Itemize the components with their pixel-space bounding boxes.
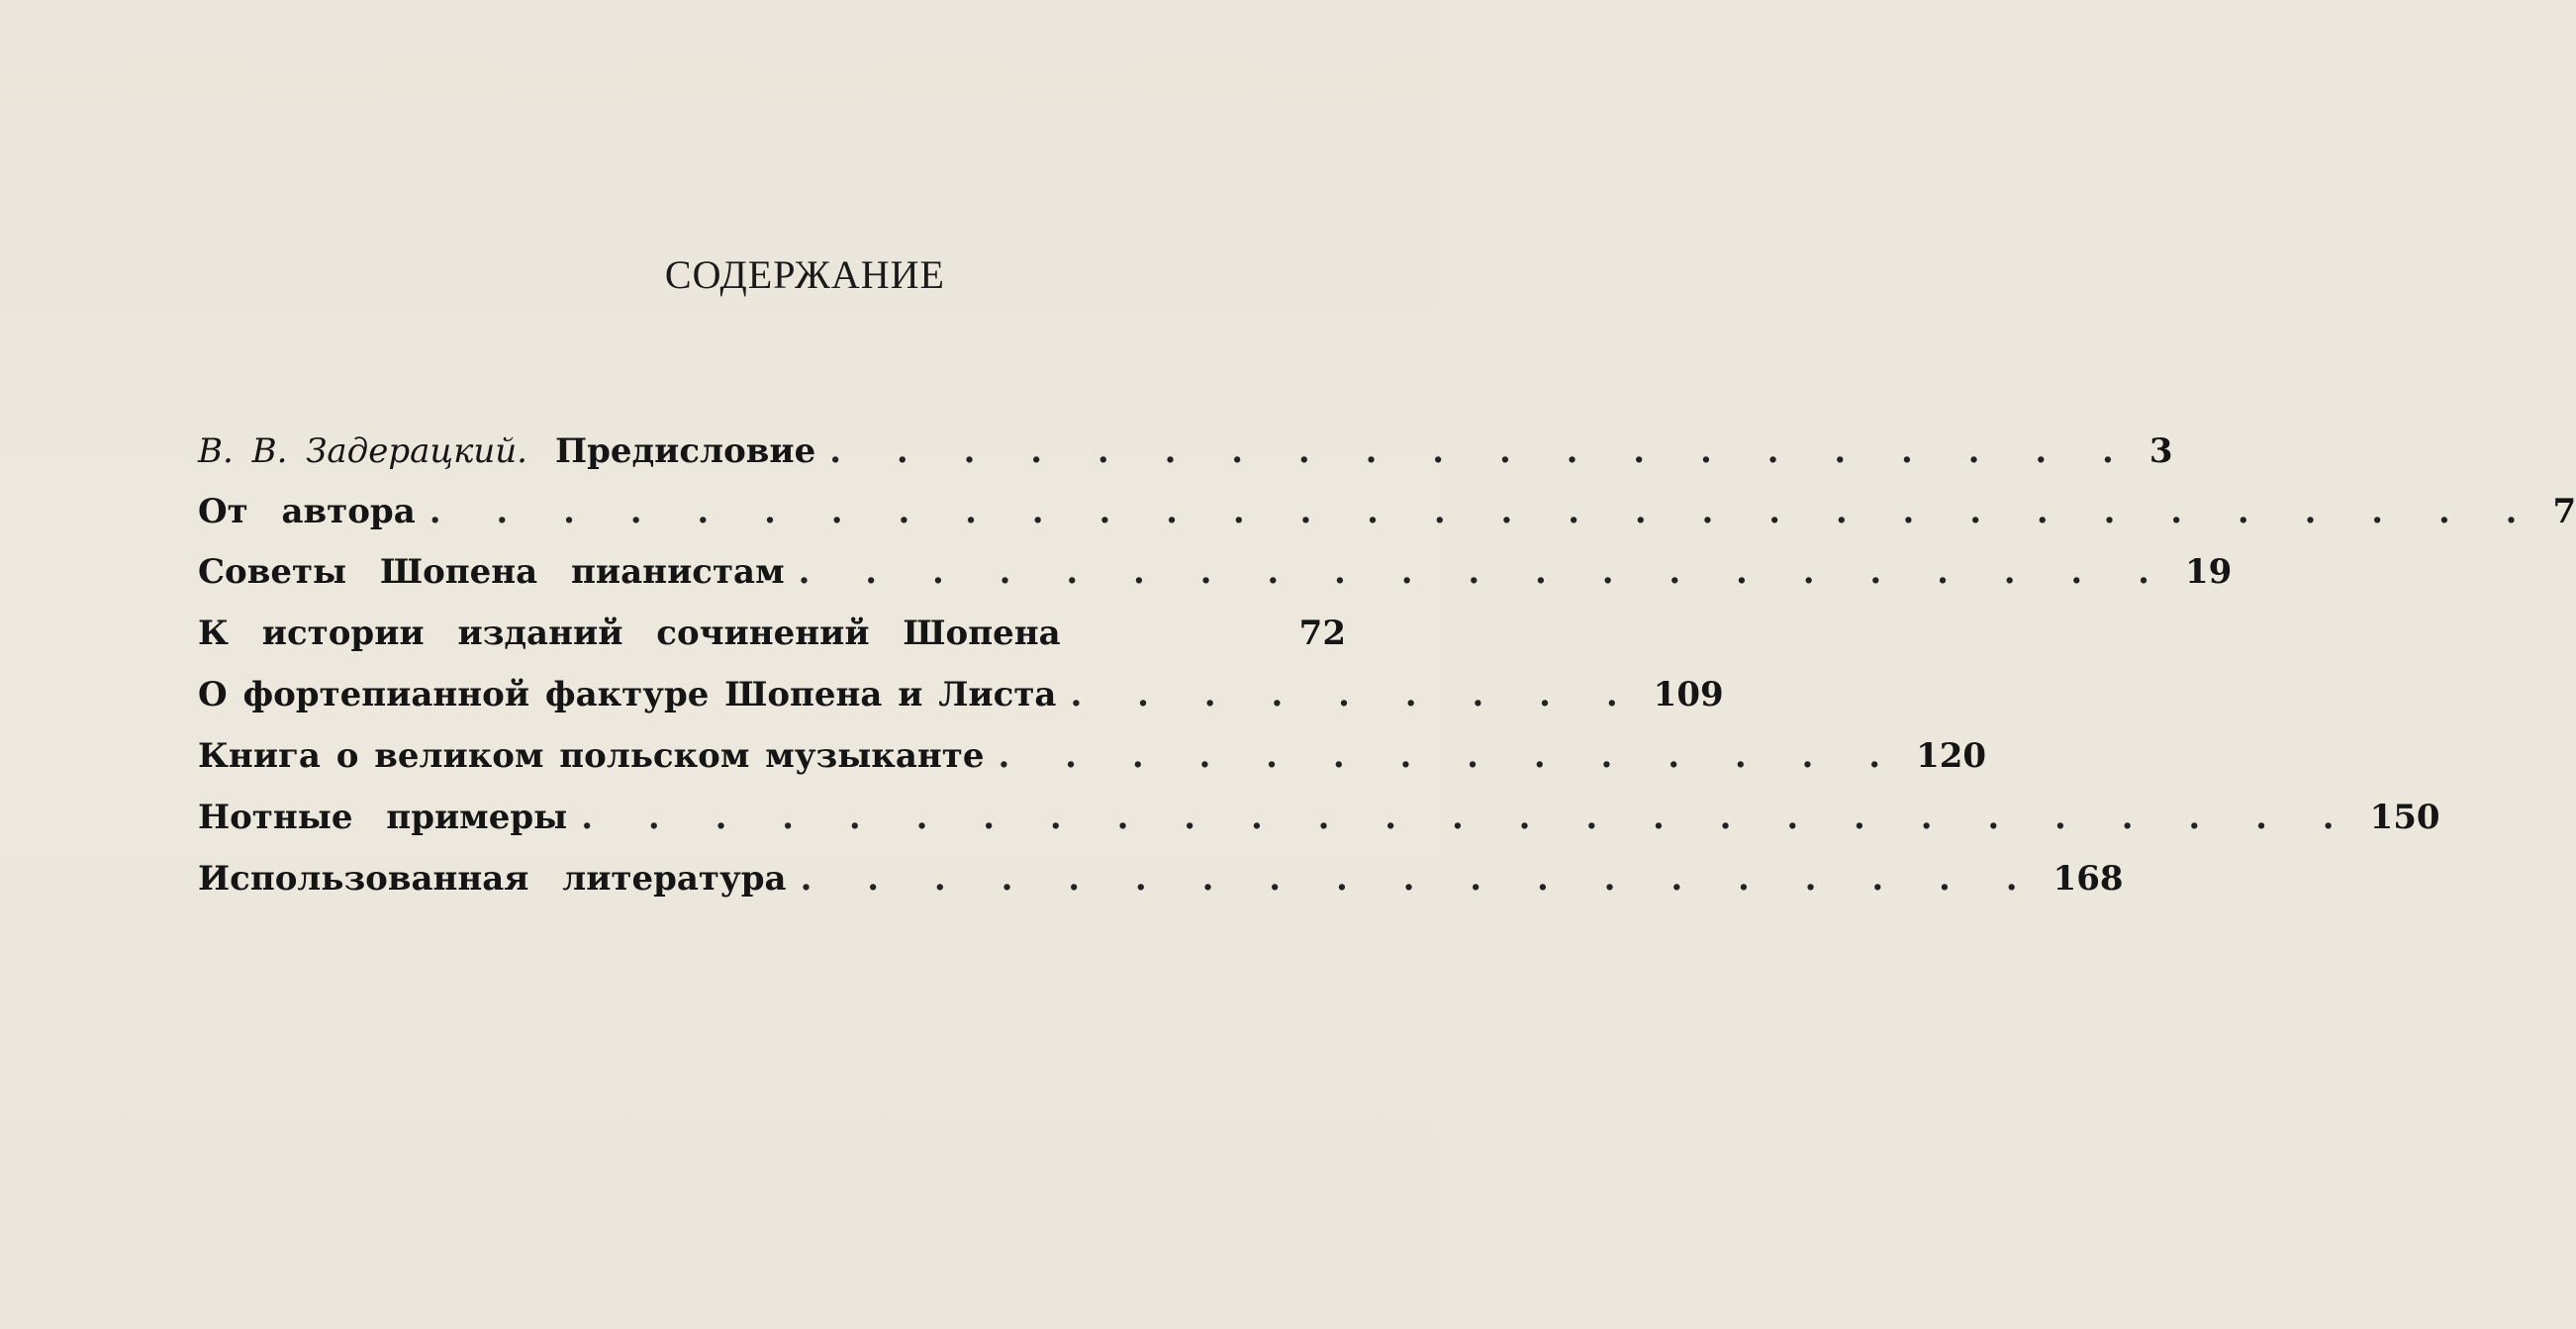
entry-page-number: 150 xyxy=(2369,798,2440,837)
entry-page-number: 19 xyxy=(2184,552,2233,592)
entry-page-number: 168 xyxy=(2052,859,2124,899)
toc-entry-from-author[interactable] xyxy=(198,492,2576,541)
dot-leader: . . . . . . . . . . . . . . . . . . . . xyxy=(829,431,2136,471)
contents-heading: СОДЕРЖАНИЕ xyxy=(664,252,945,297)
entry-title: От автора xyxy=(198,492,416,531)
toc-entry-music-examples[interactable] xyxy=(198,798,2440,847)
dot-leader: . . . . . . . . . . . . . . . . . . . xyxy=(800,859,2040,899)
entry-page-number: 109 xyxy=(1653,675,1724,714)
entry-title: О фортепианной фактуре Шопена и Листа xyxy=(198,675,1057,714)
entry-title: К истории изданий сочинений Шопена xyxy=(198,614,1061,653)
dot-leader: . . . . . . . . . . . . . . . . . . . . . xyxy=(798,552,2171,592)
entry-author: В. В. Задерацкий. xyxy=(198,431,527,471)
entry-page-number: 7 xyxy=(2552,492,2576,531)
toc-entry-bibliography[interactable] xyxy=(198,859,2124,908)
dot-leader: . . . . . . . . . . . . . . . . . . . . . . . . . . . xyxy=(581,798,2356,837)
toc-entry-piano-texture[interactable] xyxy=(198,675,1724,724)
entry-title: Книга о великом польском музыканте xyxy=(198,736,985,776)
toc-entry-polish-musician-book[interactable] xyxy=(198,736,1987,786)
entry-title: Предисловие xyxy=(555,431,816,471)
entry-title: Нотные примеры xyxy=(198,798,568,837)
entry-page-number: 72 xyxy=(1298,614,1346,653)
dot-leader: . . . . . . . . . xyxy=(1070,675,1640,714)
entry-title: Использованная литература xyxy=(198,859,787,899)
entry-page-number: 120 xyxy=(1916,736,1987,776)
entry-page-number: 3 xyxy=(2148,431,2173,471)
toc-entry-chopin-advice[interactable] xyxy=(198,552,2233,602)
entry-title: Советы Шопена пианистам xyxy=(198,552,785,592)
dot-leader: . . . . . . . . . . . . . . xyxy=(998,736,1903,776)
dot-leader: . . . . . . . . . . . . . . . . . . . . . . . . . . . . . . . . xyxy=(429,492,2539,531)
toc-entry-editions-history[interactable] xyxy=(198,614,1346,663)
toc-entry-preface[interactable] xyxy=(198,431,2173,481)
